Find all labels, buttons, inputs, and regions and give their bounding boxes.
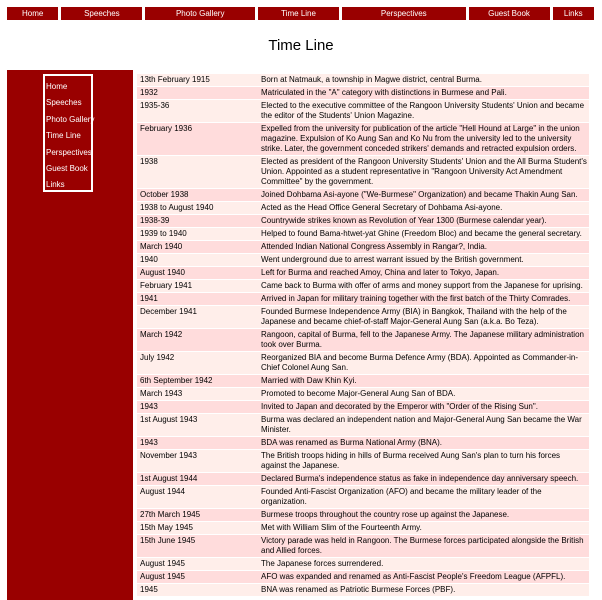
timeline-event: Burmese troops throughout the country rose up against the Japanese. <box>258 509 589 522</box>
sidebar-item-perspectives[interactable]: Perspectives <box>46 147 92 157</box>
timeline-date: 1932 <box>137 87 258 100</box>
timeline-date: 15th May 1945 <box>137 522 258 535</box>
timeline-date: 15th June 1945 <box>137 535 258 558</box>
timeline-row <box>137 189 589 202</box>
nav-guest-book[interactable]: Guest Book <box>469 7 551 20</box>
timeline-row <box>137 228 589 241</box>
timeline-row <box>137 558 589 571</box>
timeline-date: August 1945 <box>137 558 258 571</box>
timeline-event: Attended Indian National Congress Assembly in Rangar?, India. <box>258 241 589 254</box>
timeline-date: 1943 <box>137 401 258 414</box>
timeline-date: August 1944 <box>137 486 258 509</box>
timeline-event: Promoted to become Major-General Aung San of BDA. <box>258 388 589 401</box>
nav-home[interactable]: Home <box>7 7 59 20</box>
timeline-row <box>137 87 589 100</box>
timeline-row <box>137 329 589 352</box>
timeline-event: Came back to Burma with offer of arms and money support from the Japanese for uprising. <box>258 280 589 293</box>
timeline-date: 1943 <box>137 437 258 450</box>
timeline-date: 1938 to August 1940 <box>137 202 258 215</box>
timeline-date: 1940 <box>137 254 258 267</box>
timeline-event: Victory parade was held in Rangoon. The Burmese forces participated alongside the British and Allied forces. <box>258 535 589 558</box>
timeline-date: March 1940 <box>137 241 258 254</box>
timeline-event: Acted as the Head Office General Secretary of Dohbama Asi-ayone. <box>258 202 589 215</box>
timeline-event: Declared Burma's independence status as fake in independence day anniversary speech. <box>258 473 589 486</box>
timeline-row <box>137 352 589 375</box>
timeline-row <box>137 571 589 584</box>
timeline-table <box>137 74 589 597</box>
page-title: Time Line <box>268 37 334 54</box>
timeline-date: 1945 <box>137 584 258 597</box>
timeline-row <box>137 306 589 329</box>
timeline-row <box>137 437 589 450</box>
timeline-event: BDA was renamed as Burma National Army (BNA). <box>258 437 589 450</box>
timeline-date: October 1938 <box>137 189 258 202</box>
timeline-date: March 1943 <box>137 388 258 401</box>
timeline-event: Expelled from the university for publication of the article "Hell Hound at Large" in the union magazine. Expulsion of Ko Aung San and Ko Nu from the university led to the university strike. Later, the government conceded strikers' demands and retracted expulsion orders. <box>258 123 589 156</box>
timeline-date: August 1945 <box>137 571 258 584</box>
timeline-date: 6th September 1942 <box>137 375 258 388</box>
timeline-row <box>137 522 589 535</box>
timeline-event: AFO was expanded and renamed as Anti-Fascist People's Freedom League (AFPFL). <box>258 571 589 584</box>
nav-links[interactable]: Links <box>553 7 595 20</box>
timeline-row <box>137 486 589 509</box>
nav-time-line[interactable]: Time Line <box>258 7 340 20</box>
timeline-row <box>137 450 589 473</box>
timeline-row <box>137 156 589 189</box>
timeline-date: July 1942 <box>137 352 258 375</box>
timeline-event: Rangoon, capital of Burma, fell to the Japanese Army. The Japanese military administration took over Burma. <box>258 329 589 352</box>
timeline-date: March 1942 <box>137 329 258 352</box>
timeline-date: February 1941 <box>137 280 258 293</box>
timeline-date: 1935-36 <box>137 100 258 123</box>
timeline-date: 13th February 1915 <box>137 74 258 87</box>
nav-perspectives[interactable]: Perspectives <box>342 7 466 20</box>
timeline-event: Matriculated in the "A" category with distinctions in Burmese and Pali. <box>258 87 589 100</box>
timeline-event: The British troops hiding in hills of Burma received Aung San's plan to turn his forces against the Japanese. <box>258 450 589 473</box>
timeline-event: Founded Anti-Fascist Organization (AFO) and became the military leader of the organization. <box>258 486 589 509</box>
timeline-date: 27th March 1945 <box>137 509 258 522</box>
timeline-date: 1939 to 1940 <box>137 228 258 241</box>
timeline-row <box>137 293 589 306</box>
timeline-event: Married with Daw Khin Kyi. <box>258 375 589 388</box>
timeline-date: 1938-39 <box>137 215 258 228</box>
timeline-row <box>137 123 589 156</box>
timeline-event: Elected to the executive committee of the Rangoon University Students' Union and became the editor of the Students' Union Magazine. <box>258 100 589 123</box>
nav-speeches[interactable]: Speeches <box>61 7 143 20</box>
timeline-event: BNA was renamed as Patriotic Burmese Forces (PBF). <box>258 584 589 597</box>
timeline-row <box>137 473 589 486</box>
timeline-row <box>137 74 589 87</box>
timeline-date: November 1943 <box>137 450 258 473</box>
timeline-date: August 1940 <box>137 267 258 280</box>
timeline-row <box>137 267 589 280</box>
timeline-row <box>137 202 589 215</box>
timeline-event: Left for Burma and reached Amoy, China and later to Tokyo, Japan. <box>258 267 589 280</box>
timeline-row <box>137 215 589 228</box>
timeline-event: Invited to Japan and decorated by the Emperor with "Order of the Rising Sun". <box>258 401 589 414</box>
sidebar-item-speeches[interactable]: Speeches <box>46 98 82 108</box>
timeline-date: 1938 <box>137 156 258 189</box>
sidebar-item-home[interactable]: Home <box>46 82 68 91</box>
timeline-event: Countrywide strikes known as Revolution of Year 1300 (Burmese calendar year). <box>258 215 589 228</box>
sidebar-item-links[interactable]: Links <box>46 180 65 190</box>
timeline-row <box>137 584 589 597</box>
timeline-event: Helped to found Bama-htwet-yat Ghine (Freedom Bloc) and became the general secretary. <box>258 228 589 241</box>
timeline-row <box>137 414 589 437</box>
sidebar-item-guest-book[interactable]: Guest Book <box>46 164 88 174</box>
side-menu <box>43 74 93 192</box>
timeline-event: Born at Natmauk, a township in Magwe district, central Burma. <box>258 74 589 87</box>
timeline-event: The Japanese forces surrendered. <box>258 558 589 571</box>
timeline-event: Founded Burmese Independence Army (BIA) in Bangkok, Thailand with the help of the Japanese and became chief-of-staff Major-General Aung San (a.k.a. Bo Teza). <box>258 306 589 329</box>
top-navigation <box>7 7 595 20</box>
timeline-row <box>137 254 589 267</box>
timeline-row <box>137 401 589 414</box>
timeline-event: Reorganized BIA and become Burma Defence Army (BDA). Appointed as Commander-in-Chief Colonel Aung San. <box>258 352 589 375</box>
timeline-date: 1941 <box>137 293 258 306</box>
nav-photo-gallery[interactable]: Photo Gallery <box>145 7 256 20</box>
timeline-date: 1st August 1943 <box>137 414 258 437</box>
timeline-row <box>137 280 589 293</box>
timeline-date: December 1941 <box>137 306 258 329</box>
timeline-row <box>137 100 589 123</box>
timeline-event: Went underground due to arrest warrant issued by the British government. <box>258 254 589 267</box>
timeline-row <box>137 509 589 522</box>
timeline-event: Elected as president of the Rangoon University Students' Union and the All Burma Student's Union. Appointed as a student representative in "Rangoon University Act Amendment Committee" by the government. <box>258 156 589 189</box>
timeline-event: Burma was declared an independent nation and Major-General Aung San became the War Minister. <box>258 414 589 437</box>
sidebar-item-time-line[interactable]: Time Line <box>46 131 81 141</box>
timeline-event: Joined Dohbama Asi-ayone ("We-Burmese" Organization) and became Thakin Aung San. <box>258 189 589 202</box>
timeline-date: February 1936 <box>137 123 258 156</box>
timeline-row <box>137 375 589 388</box>
timeline-row <box>137 388 589 401</box>
timeline-event: Met with William Slim of the Fourteenth Army. <box>258 522 589 535</box>
sidebar-item-photo-gallery[interactable]: Photo Gallery <box>46 114 95 124</box>
timeline-row <box>137 535 589 558</box>
timeline-body <box>137 74 589 597</box>
timeline-event: Arrived in Japan for military training together with the first batch of the Thirty Comrades. <box>258 293 589 306</box>
timeline-date: 1st August 1944 <box>137 473 258 486</box>
timeline-row <box>137 241 589 254</box>
left-sidebar <box>7 70 133 600</box>
